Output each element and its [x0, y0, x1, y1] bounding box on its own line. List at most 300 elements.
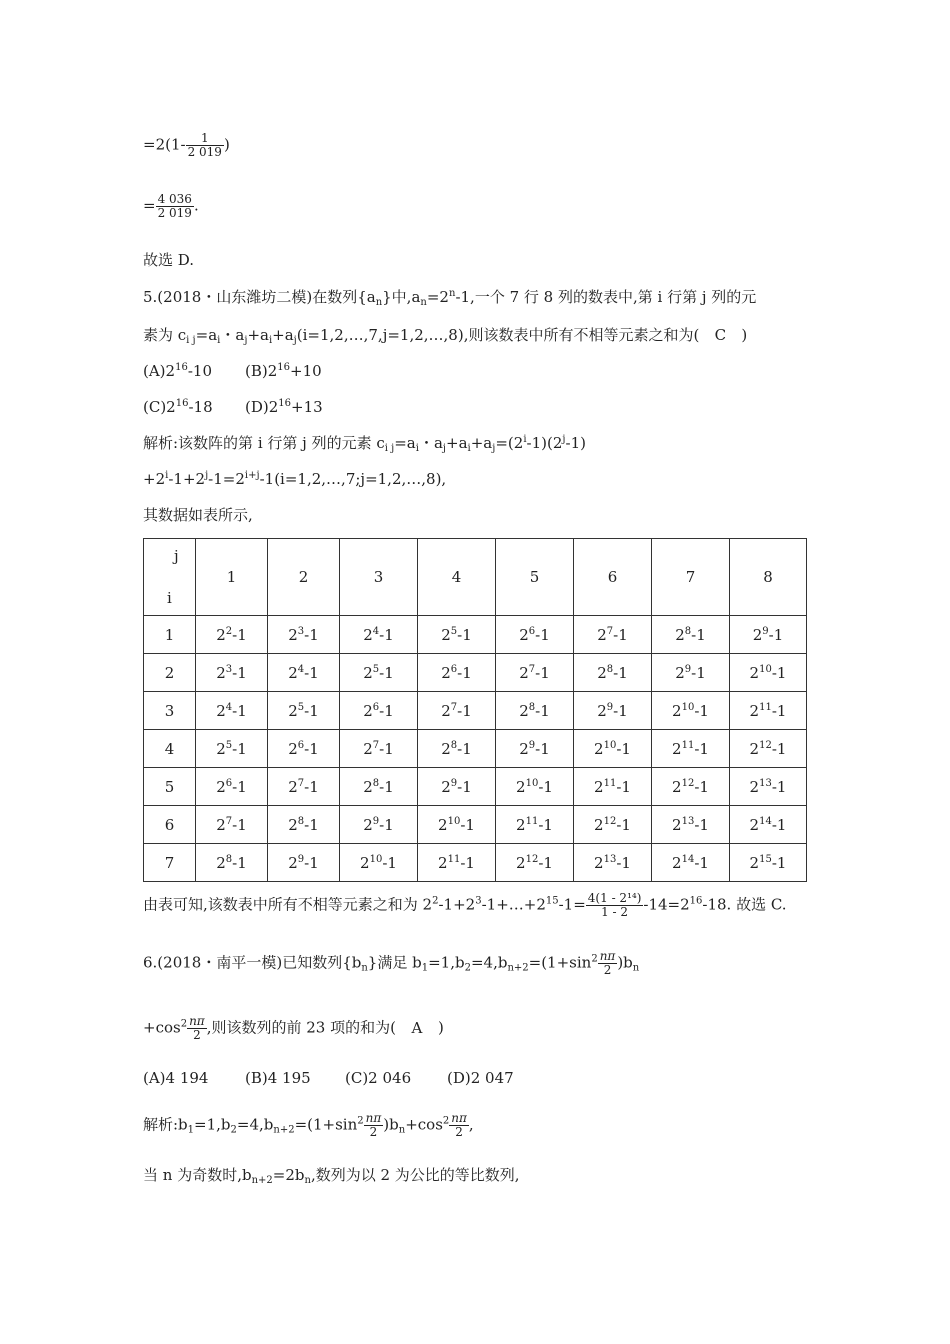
text: 素为 c [143, 326, 187, 344]
text: ) [741, 326, 748, 344]
q5-option-c [143, 397, 213, 417]
table-header-row [144, 539, 807, 616]
table-row [144, 654, 807, 692]
q6-analysis-line-2 [143, 1165, 520, 1185]
answer-choice: C [714, 326, 727, 344]
superscript: i+j [244, 470, 260, 481]
cell-exponent: 8 [684, 625, 692, 637]
subscript: n+2 [251, 1175, 273, 1186]
table-cell [340, 730, 418, 768]
cell-exponent: 4 [372, 625, 380, 637]
table-row-header: 2 [144, 654, 196, 692]
cell-suffix: -1 [232, 625, 247, 644]
cell-exponent: 11 [603, 777, 617, 789]
superscript: 16 [175, 362, 188, 373]
cell-suffix: -1 [457, 701, 472, 720]
cell-exponent: 13 [681, 815, 695, 827]
cell-base: 2 [519, 625, 529, 644]
cell-base: 2 [360, 853, 370, 872]
cell-suffix: -1 [382, 853, 397, 872]
cell-suffix: -1 [457, 625, 472, 644]
cell-base: 2 [675, 663, 685, 682]
cell-suffix: -1 [379, 625, 394, 644]
table-cell [268, 844, 340, 882]
cell-base: 2 [288, 739, 298, 758]
table-cell [340, 844, 418, 882]
q5-option-d [245, 397, 323, 417]
cell-exponent: 9 [606, 701, 614, 713]
text: 解析:该数阵的第 i 行第 j 列的元素 c [143, 434, 385, 452]
cell-suffix: -1 [616, 777, 631, 796]
cell-exponent: 10 [369, 853, 383, 865]
cell-base: 2 [516, 777, 526, 796]
table-cell [652, 844, 730, 882]
text: =2(1- [143, 135, 186, 154]
text: -1)(2 [526, 434, 563, 452]
table-cell [652, 768, 730, 806]
superscript: 16 [689, 895, 703, 907]
cell-base: 2 [594, 777, 604, 796]
cell-base: 2 [516, 815, 526, 834]
cell-suffix: -1 [771, 777, 787, 796]
cell-suffix: -1 [535, 739, 550, 758]
table-cell [340, 806, 418, 844]
cell-exponent: 9 [684, 663, 692, 675]
superscript: 2 [180, 1018, 188, 1030]
cell-base: 2 [216, 853, 226, 872]
text: -1+2 [438, 895, 476, 914]
q6-stem-line-1 [143, 950, 639, 977]
cell-suffix: -1 [538, 815, 553, 834]
superscript: 2 [442, 1115, 450, 1127]
text: ,则该数列的前 23 项的和为( [206, 1018, 396, 1037]
text: =(1+sin [528, 953, 592, 972]
table-cell [496, 806, 574, 844]
q5-analysis-line-1 [143, 433, 586, 453]
table-cell [418, 730, 496, 768]
cell-suffix: -1 [232, 739, 247, 758]
cell-suffix: -1 [538, 777, 553, 796]
subscript: i j [186, 335, 196, 346]
cell-suffix: -1 [460, 815, 475, 834]
table-column-header: 5 [496, 539, 574, 616]
cell-exponent: 12 [603, 815, 617, 827]
fraction-numerator: 4(1 - 2¹⁴) [587, 891, 642, 905]
table-cell [730, 692, 807, 730]
cell-suffix: -1 [771, 815, 787, 834]
cell-base: 2 [216, 625, 226, 644]
text: ) [437, 1018, 444, 1037]
table-cell [730, 616, 807, 654]
fraction-denominator: 2 019 [187, 145, 222, 159]
table-cell [652, 692, 730, 730]
table-cell [196, 654, 268, 692]
table-cell [496, 844, 574, 882]
cell-suffix: -1 [616, 853, 631, 872]
cell-exponent: 8 [606, 663, 614, 675]
subscript: i [268, 335, 273, 346]
text: =1,b [428, 953, 465, 972]
table-column-header: 2 [268, 539, 340, 616]
cell-exponent: 10 [681, 701, 695, 713]
data-table [143, 538, 807, 882]
cell-base: 2 [672, 853, 682, 872]
cell-suffix: -1 [232, 701, 247, 720]
cell-base: 2 [752, 625, 763, 644]
corner-label-j: j [174, 547, 179, 565]
table-row [144, 806, 807, 844]
cell-base: 2 [363, 739, 373, 758]
cell-exponent: 8 [372, 777, 380, 789]
fraction-numerator: nπ [365, 1111, 382, 1125]
table-cell [196, 616, 268, 654]
q6-option-d: (D)2 047 [447, 1069, 514, 1087]
text: =2 [426, 288, 449, 306]
superscript: 16 [278, 398, 292, 409]
cell-base: 2 [675, 625, 685, 644]
fraction-numerator: nπ [189, 1014, 205, 1028]
cell-exponent: 5 [450, 625, 458, 637]
fraction [449, 1112, 469, 1139]
cell-exponent: 10 [603, 739, 617, 751]
table-cell [268, 768, 340, 806]
cell-suffix: -1 [613, 625, 628, 644]
text: -1(i=1,2,…,7;j=1,2,…,8), [259, 470, 447, 488]
superscript: 16 [277, 362, 291, 373]
table-cell [652, 616, 730, 654]
cell-suffix: -1 [232, 663, 247, 682]
table-cell [496, 692, 574, 730]
cell-suffix: -1 [379, 663, 394, 682]
cell-suffix: -1 [694, 701, 709, 720]
fraction [364, 1112, 384, 1139]
q5-option-a [143, 361, 212, 381]
table-cell [418, 844, 496, 882]
subscript: 2 [464, 962, 471, 974]
cell-exponent: 2 [225, 625, 233, 637]
subscript: i [415, 443, 419, 454]
subscript: i [217, 335, 221, 346]
cell-base: 2 [363, 625, 373, 644]
table-row [144, 692, 807, 730]
table-cell [496, 654, 574, 692]
cell-base: 2 [597, 625, 607, 644]
table-cell [196, 806, 268, 844]
data-table-body [144, 539, 807, 882]
table-column-header: 6 [574, 539, 652, 616]
cell-exponent: 7 [225, 815, 233, 827]
cell-base: 2 [288, 815, 298, 834]
table-row-header: 5 [144, 768, 196, 806]
table-cell [340, 768, 418, 806]
table-column-header: 3 [340, 539, 418, 616]
cell-exponent: 9 [372, 815, 380, 827]
cell-base: 2 [288, 777, 298, 796]
cell-suffix: -1 [304, 701, 319, 720]
cell-base: 2 [288, 853, 298, 872]
corner-label-i: i [167, 589, 172, 607]
cell-base: 2 [672, 701, 682, 720]
cell-suffix: -1 [694, 777, 709, 796]
subscript: j [442, 443, 447, 454]
table-cell [268, 692, 340, 730]
fraction-denominator: 1 - 2 [601, 905, 629, 919]
table-cell [574, 654, 652, 692]
fraction-denominator: 2 019 [157, 206, 192, 220]
table-cell [574, 730, 652, 768]
text: +cos [143, 1018, 181, 1037]
table-cell [196, 844, 268, 882]
cell-suffix: -1 [232, 777, 247, 796]
cell-exponent: 6 [528, 625, 536, 637]
superscript: 3 [475, 895, 482, 907]
cell-base: 2 [594, 815, 604, 834]
answer-choice: A [411, 1018, 423, 1037]
fraction [156, 193, 194, 220]
cell-exponent: 14 [759, 815, 772, 827]
text: -1+2 [168, 470, 206, 488]
table-cell [196, 768, 268, 806]
cell-base: 2 [363, 815, 373, 834]
table-cell [340, 654, 418, 692]
text: +a [446, 434, 468, 452]
q6-stem-line-2 [143, 1015, 444, 1042]
table-cell [196, 730, 268, 768]
cell-exponent: 8 [450, 739, 458, 751]
cell-base: 2 [288, 701, 298, 720]
subscript: j [293, 335, 297, 346]
intro-conclusion: 故选 D. [143, 251, 195, 269]
q5-stem-line-1 [143, 287, 756, 307]
cell-exponent: 8 [225, 853, 233, 865]
superscript: i [165, 470, 169, 481]
superscript: j [205, 470, 209, 481]
table-cell [418, 692, 496, 730]
cell-exponent: 12 [759, 739, 772, 751]
q6-option-b: (B)4 195 [245, 1069, 311, 1087]
subscript: j [244, 335, 248, 346]
text: +a [470, 434, 493, 452]
cell-base: 2 [363, 777, 373, 796]
cell-base: 2 [363, 663, 373, 682]
cell-exponent: 11 [759, 701, 772, 713]
text: =4,b [470, 953, 508, 972]
cell-suffix: -1 [616, 815, 631, 834]
table-cell [496, 768, 574, 806]
q6-option-c: (C)2 046 [345, 1069, 412, 1087]
intro-line-2 [143, 193, 199, 220]
cell-exponent: 8 [528, 701, 536, 713]
subscript: i [467, 443, 471, 454]
cell-base: 2 [519, 739, 529, 758]
table-row-header: 1 [144, 616, 196, 654]
text: =2b [272, 1166, 305, 1184]
text: =(2 [495, 434, 524, 452]
cell-exponent: 9 [528, 739, 536, 751]
cell-exponent: 11 [681, 739, 695, 751]
fraction [186, 132, 224, 159]
fraction-denominator: 2 [193, 1028, 201, 1042]
fraction-numerator: 1 [186, 132, 224, 146]
q5-conclusion [143, 892, 787, 919]
option-label: (B)2 [245, 362, 278, 380]
cell-suffix: -1 [457, 663, 472, 682]
subscript: i j [384, 443, 395, 454]
cell-suffix: -1 [304, 853, 319, 872]
text: +2 [143, 470, 166, 488]
table-cell [418, 654, 496, 692]
q5-option-b [245, 361, 322, 381]
text: -1) [565, 434, 586, 452]
cell-suffix: -1 [379, 739, 394, 758]
table-cell [652, 730, 730, 768]
table-cell [730, 654, 807, 692]
text: ・a [220, 326, 245, 344]
cell-exponent: 6 [297, 739, 305, 751]
cell-suffix: -1 [613, 663, 628, 682]
cell-base: 2 [438, 853, 448, 872]
intro-line-1 [143, 132, 230, 159]
cell-exponent: 6 [225, 777, 233, 789]
fraction-denominator: 2 [369, 1125, 378, 1139]
text: = [143, 196, 156, 215]
cell-exponent: 11 [447, 853, 461, 865]
table-cell [574, 616, 652, 654]
text: -14=2 [643, 895, 690, 914]
subscript: n [420, 297, 427, 308]
table-row [144, 730, 807, 768]
superscript: 16 [175, 398, 189, 409]
fraction-denominator: 2 [455, 1125, 463, 1139]
table-cell [730, 730, 807, 768]
subscript: n [398, 1124, 406, 1136]
cell-exponent: 9 [762, 625, 769, 637]
cell-base: 2 [594, 853, 604, 872]
table-column-header: 4 [418, 539, 496, 616]
text: -1+…+2 [481, 895, 546, 914]
text: 5.(2018・山东潍坊二模)在数列{a [143, 288, 376, 306]
table-cell [196, 692, 268, 730]
cell-suffix: -1 [457, 777, 472, 796]
cell-exponent: 10 [759, 663, 772, 675]
cell-exponent: 10 [447, 815, 461, 827]
cell-exponent: 4 [225, 701, 233, 713]
cell-exponent: 7 [297, 777, 305, 789]
option-label: (A)2 [143, 362, 176, 380]
text: 解析:b [143, 1115, 188, 1134]
cell-base: 2 [216, 663, 226, 682]
text: 6.(2018・南平一模)已知数列{b [143, 953, 362, 972]
cell-exponent: 7 [450, 701, 458, 713]
text: +10 [290, 362, 322, 380]
cell-base: 2 [594, 739, 604, 758]
cell-base: 2 [516, 853, 526, 872]
cell-exponent: 7 [528, 663, 536, 675]
text: -1=2 [208, 470, 245, 488]
subscript: 1 [187, 1124, 195, 1136]
cell-suffix: -1 [613, 701, 628, 720]
cell-suffix: -1 [694, 815, 709, 834]
fraction-numerator: 4 036 [157, 192, 192, 206]
text: +cos [405, 1115, 443, 1134]
subscript: n [632, 962, 640, 974]
cell-suffix: -1 [771, 701, 787, 720]
text: , [468, 1115, 474, 1134]
text: 由表可知,该数表中所有不相等元素之和为 2 [143, 895, 433, 914]
cell-exponent: 13 [759, 777, 772, 789]
text: =a [394, 434, 416, 452]
table-row [144, 844, 807, 882]
subscript: n+2 [273, 1124, 295, 1136]
table-row-header: 4 [144, 730, 196, 768]
table-cell [730, 768, 807, 806]
table-cell [652, 806, 730, 844]
superscript: 15 [545, 895, 559, 907]
table-row [144, 768, 807, 806]
table-row-header: 6 [144, 806, 196, 844]
table-cell [574, 844, 652, 882]
cell-suffix: -1 [771, 663, 787, 682]
cell-exponent: 6 [450, 663, 458, 675]
superscript: 2 [591, 953, 598, 965]
fraction [586, 892, 644, 919]
cell-suffix: -1 [691, 625, 706, 644]
cell-suffix: -1 [535, 663, 550, 682]
cell-exponent: 9 [450, 777, 458, 789]
cell-base: 2 [597, 701, 607, 720]
cell-suffix: -1 [379, 701, 394, 720]
cell-base: 2 [672, 739, 682, 758]
text: +a [272, 326, 294, 344]
cell-suffix: -1 [694, 739, 709, 758]
table-cell [574, 768, 652, 806]
cell-base: 2 [519, 701, 529, 720]
cell-suffix: -1 [304, 815, 319, 834]
cell-base: 2 [749, 663, 760, 682]
text: ・a [418, 434, 443, 452]
subscript: n [361, 962, 368, 974]
cell-base: 2 [749, 701, 760, 720]
text: =a [195, 326, 218, 344]
text: -1,一个 7 行 8 列的数表中,第 i 行第 j 列的元 [455, 288, 757, 306]
option-label: (D)2 [245, 398, 279, 416]
option-label: (C)2 [143, 398, 176, 416]
table-cell [574, 692, 652, 730]
cell-base: 2 [216, 739, 226, 758]
q5-analysis-line-2 [143, 469, 446, 489]
text: )b [383, 1115, 399, 1134]
cell-exponent: 11 [525, 815, 539, 827]
cell-base: 2 [519, 663, 529, 682]
fraction-denominator: 2 [603, 963, 612, 977]
table-cell [496, 730, 574, 768]
text: -18 [188, 398, 213, 416]
superscript: j [562, 434, 566, 445]
cell-base: 2 [441, 625, 451, 644]
text: +13 [291, 398, 323, 416]
subscript: n [304, 1175, 311, 1186]
fraction [187, 1015, 207, 1042]
q5-analysis-line-3: 其数据如表所示, [143, 506, 253, 524]
cell-exponent: 9 [297, 853, 305, 865]
table-cell [340, 616, 418, 654]
subscript: 2 [230, 1124, 237, 1136]
table-cell [652, 654, 730, 692]
cell-exponent: 12 [681, 777, 695, 789]
text: ) [223, 135, 230, 154]
table-cell [418, 768, 496, 806]
cell-exponent: 4 [297, 663, 305, 675]
